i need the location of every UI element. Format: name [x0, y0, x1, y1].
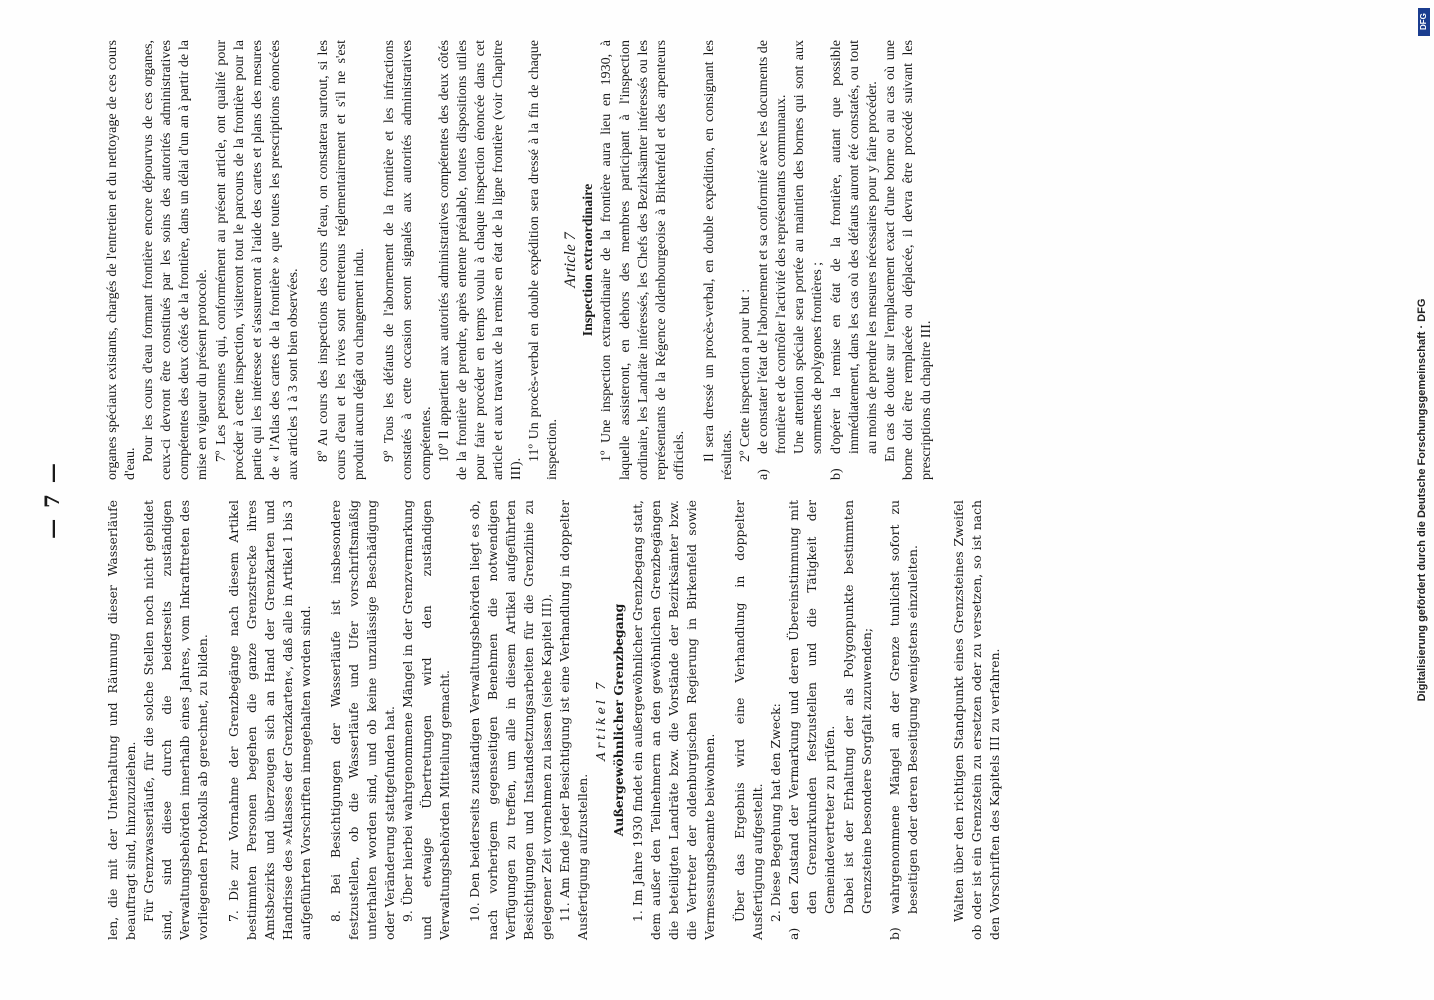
- de-paragraph: 7. Die zur Vornahme der Grenzbegänge nach diesem Artikel bestimmten Personen begehen die ganze Grenzstrecke ihres Amtsbezirks und überzeugen sich an Hand der Grenzkarten und Handrisse des »Atlasses der Grenzkarten«, daß alle in Artikel 1 bis 3 aufgeführten Vorschriften innegehalten worden sind.: [225, 500, 313, 940]
- fr-list-item: [755, 40, 791, 480]
- fr-item-label: [791, 454, 827, 480]
- de-paragraph: 11. Am Ende jeder Besichtigung ist eine Verhandlung in doppelter Ausfertigung aufzustellen.: [557, 500, 591, 940]
- de-paragraph: Für Grenzwasserläufe, für die solche Stellen noch nicht gebildet sind, sind diese durch die beiderseits zuständigen Verwaltungsbehörden innerhalb eines Jahres, vom Inkrafttreten des vorliegenden Protokolls ab gerechnet, zu bilden.: [141, 500, 211, 940]
- german-column: [104, 500, 1004, 940]
- de-item-text: Dabei ist der Erhaltung der als Polygonpunkte bestimmten Grenzsteine besondere Sorgfalt zuzuwenden;: [840, 500, 874, 914]
- de-paragraph: 8. Bei Besichtigungen der Wasserläufe ist insbesondere festzustellen, ob die Wasserläufe und Ufer vorschriftsmäßig unterhalten worden sind, und ob keine unzulässige Beschädigung oder Veränderung stattgefunden hat.: [328, 500, 398, 940]
- de-item-text: wahrgenommene Mängel an der Grenze tunlichst sofort zu beseitigen oder deren Beseitigung wenigstens einzuleiten.: [886, 500, 920, 914]
- dfg-logo-icon: DFG: [1418, 8, 1430, 36]
- de-item-text: den Zustand der Vermarkung und deren Übereinstimmung mit den Grenzurkunden festzustellen und die Tätigkeit der Gemeindevertreter zu prüfen.: [786, 500, 838, 914]
- fr-closing-paragraph: En cas de doute sur l'emplacement exact d'une borne ou au cas où une borne doit être remplacée ou déplacée, il devra être procédé suivant les prescriptions du chapitre III.: [882, 40, 935, 480]
- fr-list-item: [791, 40, 827, 480]
- fr-paragraph: 8º Au cours des inspections des cours d'eau, on constatera surtout, si les cours d'eau et les rives sont entretenus réglementairement et s'il ne s'est produit aucun dégât ou changement indu.: [316, 40, 368, 480]
- fr-item-text: Une attention spéciale sera portée au maintien des bornes qui sont aux sommets de polygones frontières ;: [792, 40, 826, 454]
- de-list-item: [785, 500, 839, 940]
- credit-text: Digitalisierung gefördert durch die Deutsche Forschungsgemeinschaft · DFG: [1416, 298, 1428, 702]
- fr-list-item: [828, 40, 882, 480]
- fr-paragraph: 10º Il appartient aux autorités administratives compétentes des deux côtés de la frontière de prendre, après entente préalable, toutes dispositions utiles pour faire procéder en temps voulu à chaque inspection énoncée dans cet article et aux travaux de la remise en état de la ligne frontière (voir Chapitre III).: [436, 40, 524, 480]
- fr-article-paragraph: Il sera dressé un procès-verbal, en double expédition, en consignant les résultats.: [701, 40, 735, 480]
- de-list-item: [840, 500, 876, 940]
- de-paragraph: len, die mit der Unterhaltung und Räumung dieser Wasserläufe beauftragt sind, hinzuzuziehen.: [105, 500, 139, 940]
- de-closing-paragraph: Walten über den richtigen Standpunkt eines Grenzsteines Zweifel ob oder ist ein Grenzstein zu ersetzen oder zu versetzen, so ist nach den Vorschriften des Kapitels III zu verfahren.: [950, 500, 1003, 940]
- fr-paragraph: 11º Un procès-verbal en double expédition sera dressé à la fin de chaque inspection.: [527, 40, 561, 480]
- de-article-heading: Artikel 7: [593, 679, 609, 761]
- fr-paragraph: Pour les cours d'eau formant frontière encore dépourvus de ces organes, ceux-ci devront être constitués par les soins des autorités administratives compétentes des deux côtés de la frontière, dans un délai d'un an à partir de la mise en vigueur du présent protocole.: [141, 40, 211, 480]
- fr-item-text: d'opérer la remise en état de la frontière, autant que possible immédiatement, dans les cas où des défauts auront été constatés, ou tout au moins de prendre les mesures nécessaires pour y faire procéder.: [828, 40, 880, 454]
- page-number: — 7 —: [40, 461, 64, 539]
- de-item-label: [840, 914, 876, 940]
- fr-item-label: a): [756, 469, 772, 480]
- fr-item-text: de constater l'état de l'abornement et sa conformité avec les documents de frontière et de contrôler l'activité des représentants communaux.: [756, 40, 790, 454]
- fr-paragraph: 7º Les personnes qui, conformément au présent article, ont qualité pour procéder à cette inspection, visiteront tout le parcours de la frontière pour la partie qui les intéresse et s'assureront à l'aide des cartes et plans des mesures de « l'Atlas des cartes de la frontière » que toutes les prescriptions énoncées aux articles 1 à 3 sont bien observées.: [213, 40, 301, 480]
- fr-article-paragraph: 2º Cette inspection a pour but :: [738, 288, 754, 462]
- de-list-item: [886, 500, 922, 940]
- de-article-paragraph: 1. Im Jahre 1930 findet ein außergewöhnlicher Grenzbegang statt, dem außer den Teilnehmern an den gewöhnlichen Grenzbegängen die beteiligten Landräte bzw. die Vorstände der Bezirksämter bzw. die Vertreter der oldenburgischen Regierung in Birkenfeld sowie Vermessungsbeamte beiwohnen.: [629, 500, 717, 940]
- de-paragraph: 9. Über hierbei wahrgenommene Mängel in der Grenzvermarkung und etwaige Übertretungen wird den zuständigen Verwaltungsbehörden Mitteilung gemacht.: [400, 500, 452, 940]
- french-column: [104, 40, 936, 480]
- de-item-label: a): [786, 927, 802, 940]
- fr-item-label: b): [828, 468, 844, 480]
- de-article-subheading: Außergewöhnlicher Grenzbegang: [611, 603, 627, 837]
- digitization-credit: [1410, 0, 1434, 1000]
- fr-article-subheading: Inspection extraordinaire: [581, 183, 597, 337]
- de-paragraph: 10. Den beiderseits zuständigen Verwaltungsbehörden liegt es ob, nach vorherigem gegenseitigen Benehmen die notwendigen Verfügungen zu treffen, um alle in diesem Artikel aufgeführten Besichtigungen und Instandsetzungsarbeiten für die Grenzlinie zu gelegener Zeit vornehmen zu lassen (siehe Kapitel III).: [466, 500, 555, 940]
- fr-paragraph: organes spéciaux existants, chargés de l'entretien et du nettoyage de ces cours d'eau.: [105, 40, 139, 480]
- fr-article-heading: Article 7: [562, 232, 580, 288]
- de-article-paragraph: Über das Ergebnis wird eine Verhandlung in doppelter Ausfertigung aufgestellt.: [732, 500, 766, 940]
- fr-paragraph: 9º Tous les défauts de l'abornement de la frontière et les infractions constatés à cette occasion seront signalés aux autorités administratives compétentes.: [382, 40, 434, 480]
- de-article-paragraph: 2. Diese Begehung hat den Zweck:: [768, 703, 784, 922]
- fr-article-paragraph: 1º Une inspection extraordinaire de la frontière aura lieu en 1930, à laquelle assisteront, en dehors des membres participant à l'inspection ordinaire, les Landräte intéressés, les Chefs des Bezirksämter intéressés ou les représentants de la Régence oldenbourgeoise à Birkenfeld et des arpenteurs officiels.: [599, 40, 687, 480]
- de-item-label: b): [886, 927, 902, 940]
